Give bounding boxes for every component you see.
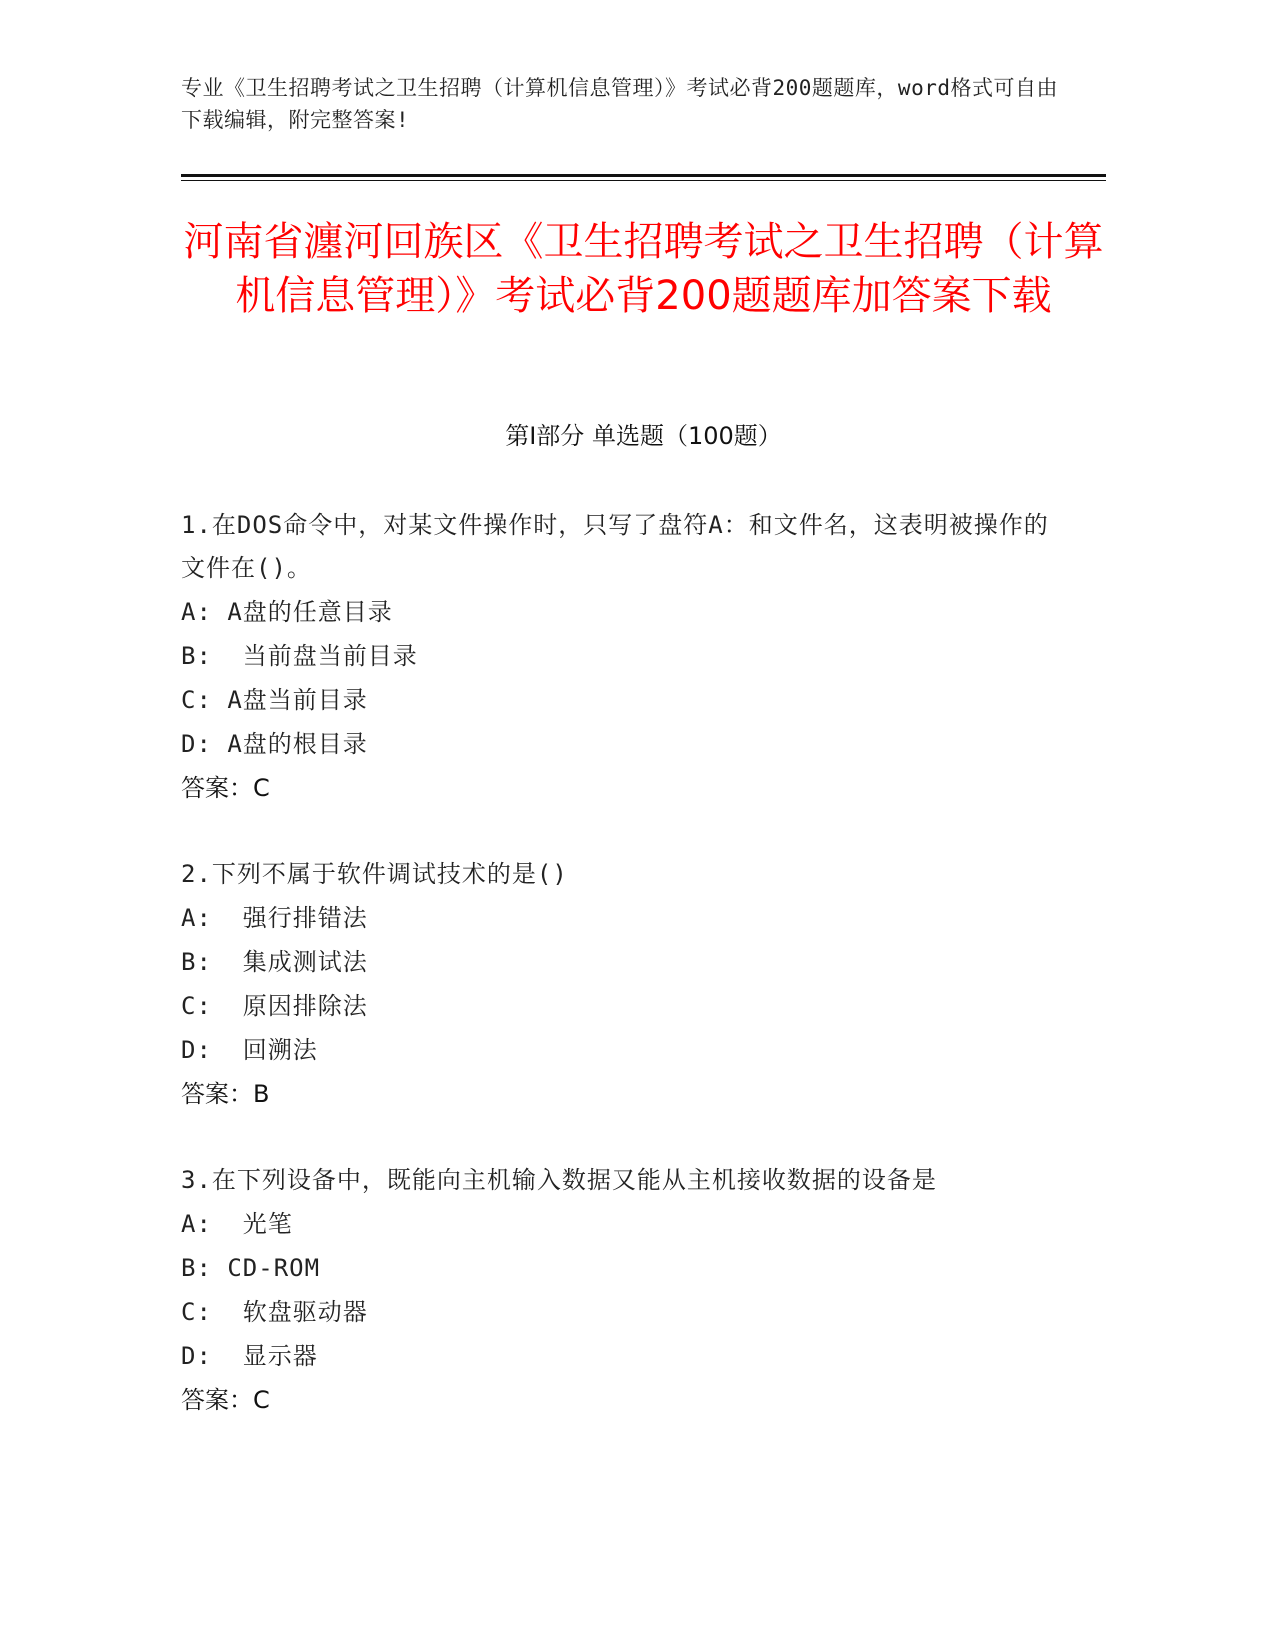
- option-b: B: 集成测试法: [181, 948, 368, 976]
- option-b: B: 当前盘当前目录: [181, 642, 418, 670]
- option-a: A: 强行排错法: [181, 904, 368, 932]
- question-list: [181, 504, 1061, 1465]
- question-stem: 2.下列不属于软件调试技术的是(): [181, 860, 568, 888]
- option-c: C: A盘当前目录: [181, 686, 368, 714]
- option-d: D: A盘的根目录: [181, 730, 368, 758]
- question-stem: 3.在下列设备中，既能向主机输入数据又能从主机接收数据的设备是: [181, 1166, 937, 1194]
- question-2: [181, 853, 1061, 1116]
- question-3: [181, 1159, 1061, 1422]
- header-note: 专业《卫生招聘考试之卫生招聘（计算机信息管理）》考试必背200题题库，word格式可自由下载编辑，附完整答案!: [181, 76, 1058, 132]
- header-rule-thick: [181, 174, 1106, 177]
- option-d: D: 回溯法: [181, 1036, 318, 1064]
- option-a: A: A盘的任意目录: [181, 598, 393, 626]
- question-1: [181, 504, 1061, 810]
- option-c: C: 软盘驱动器: [181, 1298, 368, 1326]
- option-b: B: CD-ROM: [181, 1254, 321, 1282]
- answer: 答案：C: [181, 774, 270, 802]
- document-title: 河南省瀍河回族区《卫生招聘考试之卫生招聘（计算机信息管理）》考试必背200题题库加答案下载: [183, 219, 1104, 319]
- header-rule-thin: [181, 180, 1106, 181]
- answer: 答案：C: [181, 1386, 270, 1414]
- question-stem: 1.在DOS命令中，对某文件操作时，只写了盘符A：和文件名，这表明被操作的文件在()。: [181, 511, 1049, 582]
- option-a: A: 光笔: [181, 1210, 293, 1238]
- option-d: D: 显示器: [181, 1342, 318, 1370]
- answer: 答案：B: [181, 1080, 270, 1108]
- option-c: C: 原因排除法: [181, 992, 368, 1020]
- section-title: 第Ⅰ部分 单选题（100题）: [505, 422, 782, 450]
